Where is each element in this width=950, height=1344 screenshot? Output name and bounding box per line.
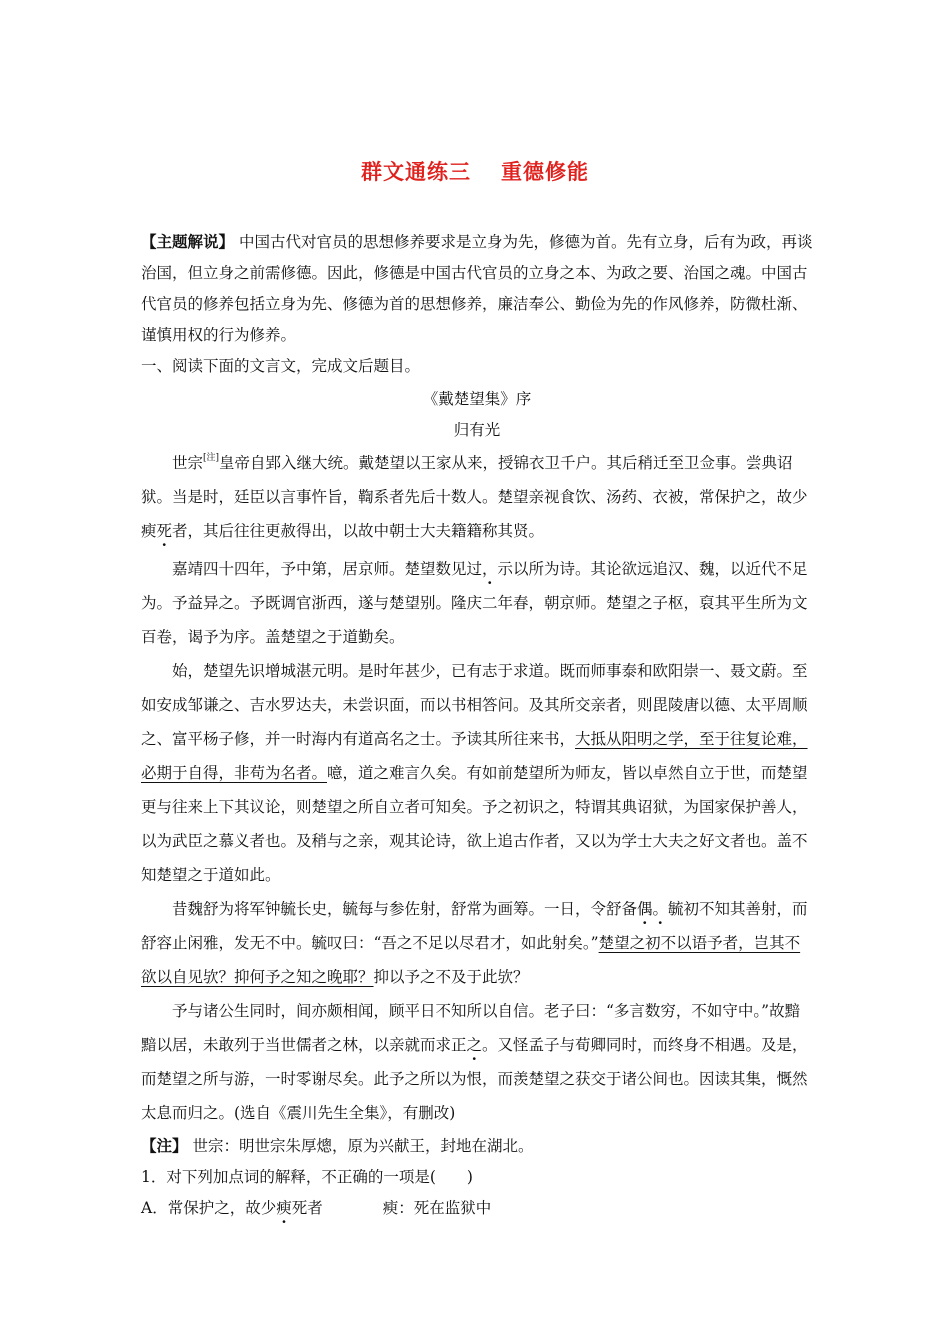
question-1: 1．对下列加点词的解释，不正确的一项是( ) bbox=[141, 1168, 473, 1186]
underlined-sentence: 大抵从阳明之学，至于往复论难，必期于自得，非苟为名者。 bbox=[141, 730, 808, 782]
dotted-word: 备 bbox=[621, 900, 638, 918]
dotted-word: 过 bbox=[466, 560, 483, 578]
note-text: 世宗：明世宗朱厚熜，原为兴献王，封地在湖北。 bbox=[192, 1137, 534, 1155]
dotted-word: 瘐 bbox=[276, 1199, 292, 1217]
dotted-word: 偶 bbox=[637, 900, 653, 918]
title-right: 重德修能 bbox=[501, 160, 589, 184]
essay-paragraph-2: 嘉靖四十四年，予中第，居京师。楚望数见过，示以所为诗。其论欲远追汉、魏，以近代不足为。予益异之。予既调官浙西，遂与楚望别。隆庆二年春，朝京师。楚望之子枢，裒其平生所为文百卷，谒予为序。盖楚望之于道勤矣。 bbox=[141, 560, 808, 646]
essay-paragraph-1: 世宗[注]皇帝自郢入继大统。戴楚望以王家从来，授锦衣卫千户。其后稍迁至卫佥事。尝典诏狱。当是时，廷臣以言事忤旨，鞫系者先后十数人。楚望亲视食饮、汤药、衣被，常保护之，故少瘐死者，其后往往更赦得出，以故中朝士大夫籍籍称其贤。 bbox=[141, 453, 808, 540]
underlined-sentence: 楚望之初不以语予者，岂其不欲以自见欤？抑何予之知之晚耶？ bbox=[141, 934, 801, 986]
document-body bbox=[141, 226, 813, 1224]
page-title bbox=[0, 156, 950, 186]
essay-paragraph-5: 予与诸公生同时，间亦颇相闻，顾平日不知所以自信。老子曰：“多言数穷，不如守中。”故黯黯以居，未敢列于当世儒者之林，以亲就而求正之。又怪孟子与荀卿同时，而终身不相遇。及是，而楚望之所与游，一时零谢尽矣。此予之所以为恨，而羡楚望之获交于诸公间也。因读其集，慨然太息而归之。(选自《震川先生全集》，有删改) bbox=[141, 1002, 808, 1122]
dotted-word: 瘐 bbox=[141, 522, 157, 540]
essay-author: 归有光 bbox=[453, 421, 501, 439]
intro-text: 中国古代对官员的思想修养要求是立身为先，修德为首。先有立身，后有为政，再谈治国，但立身之前需修德。因此，修德是中国古代官员的立身之本、为政之要、治国之魂。中国古代官员的修养包括立身为先、修德为首的思想修养，廉洁奉公、勤俭为先的作风修养，防微杜渐、谨慎用权的行为修养。 bbox=[141, 233, 813, 344]
note-label: 【注】 bbox=[141, 1136, 188, 1155]
dotted-word: 正 bbox=[451, 1036, 467, 1054]
essay-paragraph-4: 昔魏舒为将军钟毓长史，毓每与参佐射，舒常为画筹。一日，令舒备偶。毓初不知其善射，而舒容止闲雅，发无不中。毓叹曰：“吾之不足以尽君才，如此射矣。”楚望之初不以语予者，岂其不欲以自见欤？抑何予之知之晚耶？抑以予之不及于此欤？ bbox=[141, 900, 808, 986]
title-left: 群文通练三 bbox=[361, 160, 471, 184]
essay-paragraph-3: 始，楚望先识增城湛元明。是时年甚少，已有志于求道。既而师事泰和欧阳崇一、聂文蔚。至如安成邹谦之、吉水罗达夫，未尝识面，而以书相答问。及其所交亲者，则毘陵唐以德、太平周顺之、富平杨子修，并一时海内有道高名之士。予读其所往来书，大抵从阳明之学，至于往复论难，必期于自得，非苟为名者。噫，道之难言久矣。有如前楚望所为师友，皆以卓然自立于世，而楚望更与往来上下其议论，则楚望之所自立者可知矣。予之初识之，特谓其典诏狱，为国家保护善人，以为武臣之慕义者也。及稍与之亲，观其论诗，欲上追古作者，又以为学士大夫之好文者也。盖不知楚望之于道如此。 bbox=[141, 662, 808, 884]
intro-label: 【主题解说】 bbox=[141, 232, 235, 251]
essay-title: 《戴楚望集》序 bbox=[422, 390, 532, 408]
option-a: A．常保护之，故少瘐死者 瘐：死在监狱中 bbox=[141, 1199, 492, 1217]
section-heading: 一、阅读下面的文言文，完成文后题目。 bbox=[141, 357, 421, 375]
note-marker: [注] bbox=[203, 453, 220, 463]
intro-paragraph bbox=[141, 226, 813, 351]
footnote bbox=[141, 1130, 813, 1162]
